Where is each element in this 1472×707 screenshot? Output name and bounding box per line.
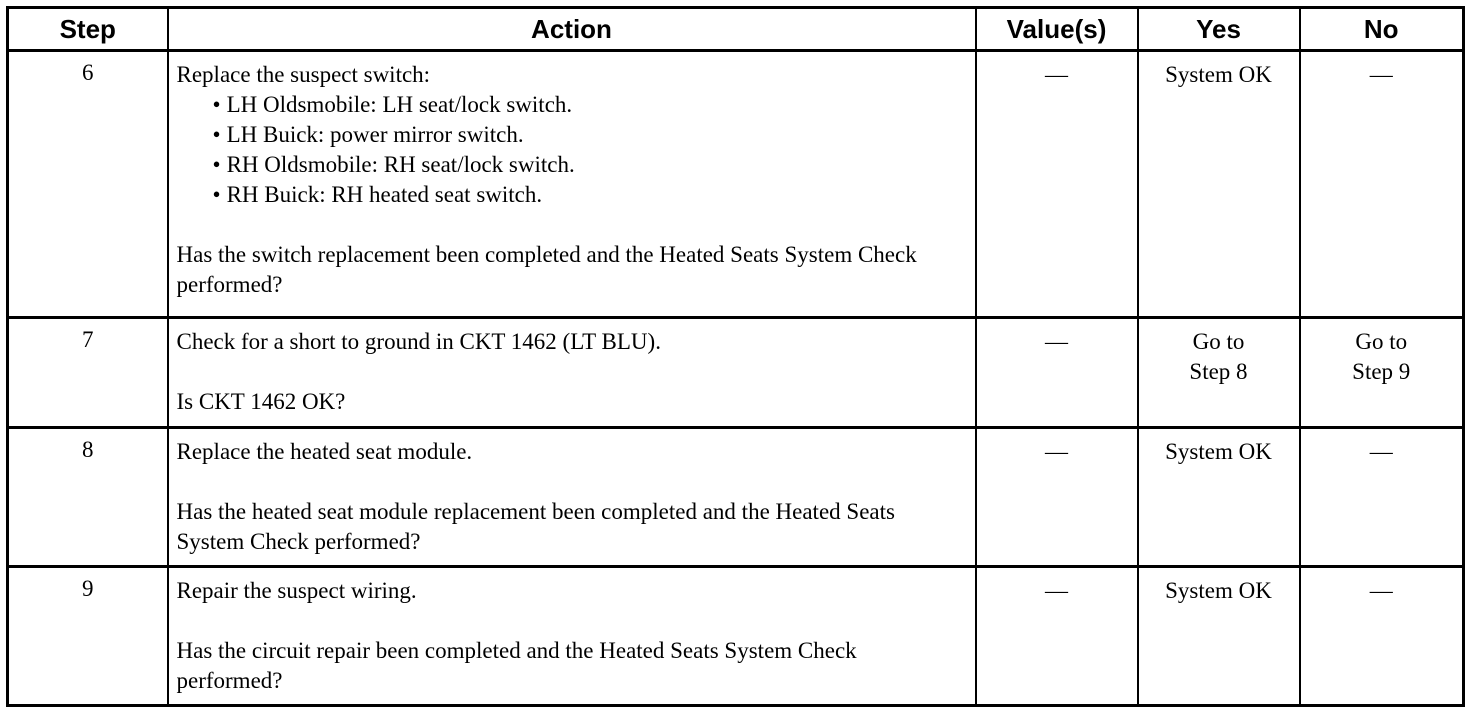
header-no: No — [1300, 8, 1464, 51]
table-row — [8, 567, 1464, 706]
yes-cell: System OK — [1138, 428, 1300, 567]
goto-step: Step 8 — [1189, 359, 1248, 384]
values-cell: — — [976, 428, 1138, 567]
no-cell — [1300, 318, 1464, 428]
goto-label: Go to — [1355, 329, 1408, 354]
action-question: Is CKT 1462 OK? — [176, 389, 346, 414]
action-instruction: Repair the suspect wiring. — [176, 578, 417, 603]
no-cell: — — [1300, 51, 1464, 318]
yes-cell — [1138, 318, 1300, 428]
no-cell: — — [1300, 428, 1464, 567]
table-row — [8, 428, 1464, 567]
step-number: 6 — [8, 51, 168, 318]
diagnostic-table — [6, 6, 1465, 707]
goto-label: Go to — [1192, 329, 1245, 354]
action-instruction: Replace the suspect switch: — [176, 62, 431, 87]
header-yes: Yes — [1138, 8, 1300, 51]
step-number: 8 — [8, 428, 168, 567]
bullet-item: • RH Oldsmobile: RH seat/lock switch. — [213, 150, 967, 180]
table-row — [8, 318, 1464, 428]
header-row — [8, 8, 1464, 51]
diagnostic-table-container — [6, 6, 1462, 707]
bullet-item: • RH Buick: RH heated seat switch. — [213, 180, 967, 210]
action-question: Has the circuit repair been completed and the Heated Seats System Check performed? — [176, 638, 857, 693]
step-number: 9 — [8, 567, 168, 706]
table-row — [8, 51, 1464, 318]
action-instruction: Check for a short to ground in CKT 1462 (LT BLU). — [176, 329, 661, 354]
values-cell: — — [976, 51, 1138, 318]
header-action: Action — [168, 8, 976, 51]
action-instruction: Replace the heated seat module. — [176, 439, 473, 464]
bullet-list — [177, 90, 967, 210]
values-cell: — — [976, 318, 1138, 428]
action-cell — [168, 318, 976, 428]
action-cell — [168, 428, 976, 567]
step-number: 7 — [8, 318, 168, 428]
yes-cell: System OK — [1138, 567, 1300, 706]
action-question: Has the switch replacement been completed and the Heated Seats System Check performed? — [176, 242, 917, 297]
goto-step: Step 9 — [1352, 359, 1411, 384]
action-question: Has the heated seat module replacement been completed and the Heated Seats System Check performed? — [176, 499, 895, 554]
no-cell: — — [1300, 567, 1464, 706]
header-values: Value(s) — [976, 8, 1138, 51]
header-step: Step — [8, 8, 168, 51]
bullet-item: • LH Buick: power mirror switch. — [213, 120, 967, 150]
bullet-item: • LH Oldsmobile: LH seat/lock switch. — [213, 90, 967, 120]
action-cell — [168, 51, 976, 318]
action-cell — [168, 567, 976, 706]
values-cell: — — [976, 567, 1138, 706]
yes-cell: System OK — [1138, 51, 1300, 318]
